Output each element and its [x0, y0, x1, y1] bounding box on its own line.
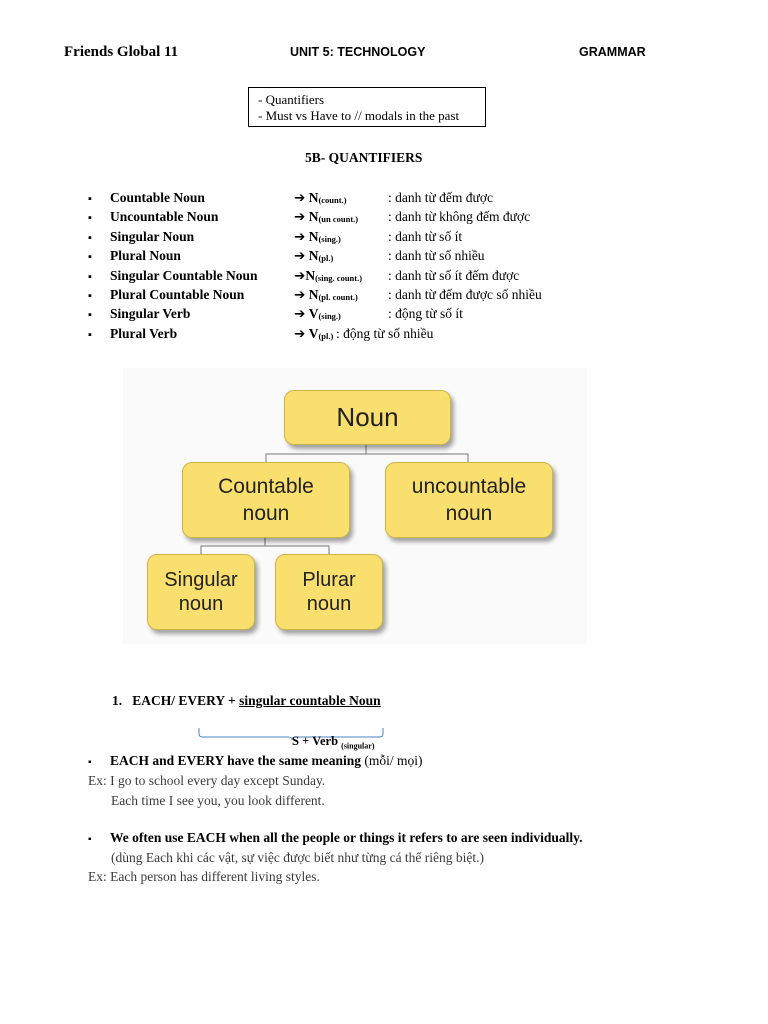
term-symbol — [294, 326, 333, 342]
formula — [292, 734, 375, 751]
node-plural-label: Plurar noun — [302, 569, 356, 615]
rule-number: 1. — [112, 693, 123, 708]
symbol-subscript: (un count.) — [318, 214, 359, 225]
term-label: Uncountable Noun — [110, 209, 219, 225]
connector-countable — [201, 536, 329, 554]
symbol-letter: N — [308, 286, 319, 302]
bullet-icon: ▪ — [88, 757, 92, 768]
node-plural-noun — [275, 554, 383, 630]
term-meaning: : danh từ đếm được — [388, 190, 494, 205]
node-noun-label: Noun — [336, 402, 399, 432]
term-label: Plural Verb — [110, 325, 178, 341]
symbol-subscript: (sing.) — [318, 311, 341, 322]
term-row — [88, 268, 688, 287]
term-row — [88, 287, 688, 306]
symbol-letter: N — [308, 248, 319, 264]
term-label: Singular Verb — [110, 306, 191, 322]
node-noun — [284, 390, 451, 445]
term-row — [88, 306, 688, 325]
rule-title-underlined: singular countable Noun — [239, 693, 381, 708]
term-symbol — [294, 268, 362, 284]
symbol-subscript: (sing.) — [318, 233, 341, 244]
example-1-line-1: Ex: I go to school every day except Sunday. — [88, 773, 326, 788]
noun-hierarchy-diagram — [123, 368, 587, 644]
term-symbol — [294, 306, 341, 322]
connector-root — [266, 443, 468, 462]
point-1-rest: (mỗi/ mọi) — [361, 753, 423, 768]
arrow-icon: ➔ — [294, 267, 306, 283]
term-symbol — [294, 248, 333, 264]
topics-line-1: - Quantifiers — [258, 92, 325, 107]
symbol-subscript: (pl.) — [318, 330, 334, 341]
arrow-icon: ➔ — [294, 190, 306, 205]
point-2-bold: We often use EACH when all the people or things it refers to are seen individually. — [110, 830, 583, 845]
bullet-icon: ▪ — [88, 251, 92, 264]
term-label: Plural Noun — [110, 248, 181, 264]
term-symbol — [294, 209, 358, 225]
header-section-label: GRAMMAR — [579, 45, 646, 59]
symbol-letter: N — [305, 267, 316, 283]
point-2-note: (dùng Each khi các vật, sự việc được biết như từng cá thể riêng biệt.) — [111, 850, 485, 865]
bullet-icon: ▪ — [88, 231, 92, 244]
term-meaning: : động từ số ít — [388, 306, 463, 322]
term-symbol — [294, 287, 358, 303]
terms-list — [88, 190, 688, 345]
term-row — [88, 326, 688, 345]
symbol-letter: N — [308, 209, 319, 225]
rule-1-title — [112, 693, 381, 709]
node-uncountable-noun — [385, 462, 553, 538]
bullet-icon: ▪ — [88, 270, 92, 283]
bullet-icon: ▪ — [88, 193, 92, 205]
term-row — [88, 229, 688, 248]
point-1-bold: EACH and EVERY have the same meaning — [110, 753, 362, 768]
symbol-subscript: (sing. count.) — [315, 272, 363, 283]
header-course-title: Friends Global 11 — [64, 44, 179, 60]
arrow-icon: ➔ — [294, 325, 306, 341]
term-row — [88, 209, 688, 228]
node-singular-label: Singular noun — [164, 569, 238, 615]
bullet-icon: ▪ — [88, 834, 92, 845]
arrow-icon: ➔ — [294, 286, 306, 302]
term-row — [88, 190, 688, 209]
point-2 — [88, 830, 583, 846]
bullet-icon: ▪ — [88, 289, 92, 302]
point-1 — [88, 753, 423, 769]
bullet-icon: ▪ — [88, 309, 92, 322]
term-label: Singular Countable Noun — [110, 267, 258, 283]
topics-box — [248, 87, 486, 127]
node-singular-noun — [147, 554, 255, 630]
formula-subscript: (singular) — [341, 741, 375, 751]
symbol-subscript: (pl.) — [318, 253, 334, 264]
rule-title-text: EACH/ EVERY + — [132, 693, 240, 708]
term-symbol — [294, 229, 341, 245]
symbol-letter: V — [308, 306, 319, 322]
term-row — [88, 248, 688, 267]
node-countable-label: Countable noun — [218, 475, 314, 525]
term-meaning: : danh từ số ít — [388, 228, 463, 244]
term-meaning: : động từ số nhiều — [336, 325, 434, 341]
symbol-subscript: (count.) — [318, 195, 347, 205]
term-label: Singular Noun — [110, 228, 195, 244]
symbol-letter: V — [308, 325, 319, 341]
symbol-letter: N — [308, 190, 319, 205]
term-meaning: : danh từ không đếm được — [388, 209, 531, 225]
node-countable-noun — [182, 462, 350, 538]
section-title: 5B- QUANTIFIERS — [305, 150, 423, 165]
arrow-icon: ➔ — [294, 248, 306, 264]
term-meaning: : danh từ đếm được số nhiều — [388, 286, 542, 302]
symbol-subscript: (pl. count.) — [318, 291, 358, 302]
term-meaning: : danh từ số nhiều — [388, 248, 485, 264]
bullet-icon: ▪ — [88, 212, 92, 225]
arrow-icon: ➔ — [294, 306, 306, 322]
term-label: Plural Countable Noun — [110, 286, 245, 302]
node-uncountable-label: uncountable noun — [411, 475, 527, 525]
term-meaning: : danh từ số ít đếm được — [388, 267, 520, 283]
formula-text: S + Verb — [292, 734, 339, 748]
term-label: Countable Noun — [110, 190, 205, 205]
example-1-line-2: Each time I see you, you look different. — [111, 793, 325, 808]
term-symbol — [294, 190, 347, 206]
point-1-text — [110, 753, 423, 769]
symbol-letter: N — [308, 228, 319, 244]
bullet-icon: ▪ — [88, 328, 92, 341]
arrow-icon: ➔ — [294, 228, 306, 244]
header-unit-title: UNIT 5: TECHNOLOGY — [290, 45, 426, 59]
arrow-icon: ➔ — [294, 209, 306, 225]
topics-line-2: - Must vs Have to // modals in the past — [258, 108, 460, 123]
example-2: Ex: Each person has different living styles. — [88, 869, 320, 884]
